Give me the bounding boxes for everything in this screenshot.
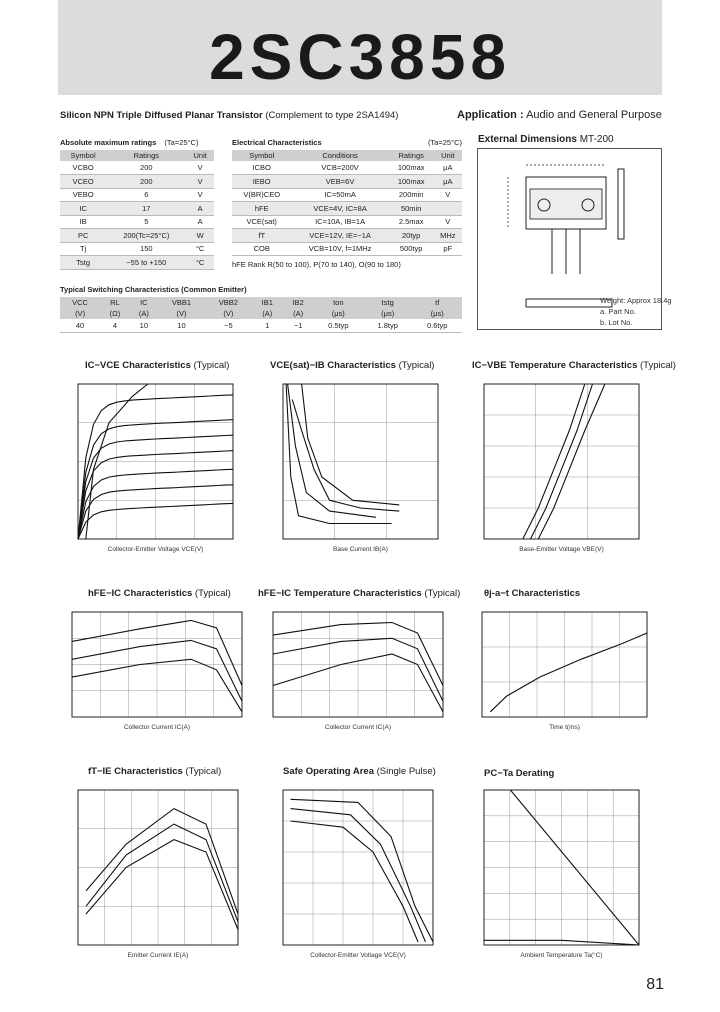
table-cell: (μs) xyxy=(412,308,462,319)
table-row xyxy=(60,161,214,175)
table-cell: (V) xyxy=(205,308,252,319)
table-cell: 20typ xyxy=(389,229,434,243)
graph-vcesat-ib xyxy=(283,384,438,539)
table-cell xyxy=(434,202,462,216)
series-line xyxy=(523,384,585,539)
table-cell: ICBO xyxy=(232,161,291,175)
package-tab xyxy=(530,189,602,219)
abs-max-title-text: Absolute maximum ratings xyxy=(60,138,157,147)
table-cell: (μs) xyxy=(363,308,412,319)
switching-title: Typical Switching Characteristics (Common Emitter) xyxy=(60,285,247,294)
table-cell: 100max xyxy=(389,161,434,175)
table-cell: IC xyxy=(60,202,106,216)
table-cell: (V) xyxy=(60,308,100,319)
table-row xyxy=(60,215,214,229)
graph-title xyxy=(472,360,676,371)
page-number: 81 xyxy=(646,976,664,993)
series-line xyxy=(86,840,238,930)
table-cell: A xyxy=(186,215,214,229)
x-axis-label: Time t(ms) xyxy=(549,724,580,731)
table-cell: 10 xyxy=(130,319,158,333)
application xyxy=(457,109,662,121)
table-row xyxy=(60,308,462,319)
table-cell: IB xyxy=(60,215,106,229)
table-cell: 17 xyxy=(106,202,186,216)
grid xyxy=(484,384,639,539)
table-row xyxy=(60,229,214,243)
graph-title xyxy=(258,588,461,599)
table-cell: hFE xyxy=(232,202,291,216)
graph-title xyxy=(283,766,436,777)
plot-frame xyxy=(283,790,433,945)
graph-title-text: VCE(sat)−IB Characteristics xyxy=(270,360,396,371)
graph-note: (Typical) xyxy=(193,360,230,371)
graph-title xyxy=(88,588,231,599)
graph-title-text: θj-a−t Characteristics xyxy=(484,588,581,599)
table-cell: V xyxy=(186,175,214,189)
table-cell: −1 xyxy=(283,319,314,333)
table-cell: V(BR)CEO xyxy=(232,188,291,202)
table-cell: MHz xyxy=(434,229,462,243)
graph-title-text: IC−VCE Characteristics xyxy=(85,360,191,371)
table-cell: IB1 xyxy=(252,297,283,308)
graph-pc-ta xyxy=(484,790,639,945)
abs-max-table xyxy=(60,150,214,270)
table-cell: (A) xyxy=(130,308,158,319)
elec-cond: (Ta=25°C) xyxy=(427,138,462,147)
series-line xyxy=(291,799,434,942)
col-header: Ratings xyxy=(106,150,186,161)
abs-max-header xyxy=(60,150,214,161)
table-cell: (μs) xyxy=(314,308,363,319)
graph-title-text: Safe Operating Area xyxy=(283,766,374,777)
table-cell: μA xyxy=(434,175,462,189)
table-cell: VCB=10V, f=1MHz xyxy=(291,242,388,256)
table-cell: 4 xyxy=(100,319,130,333)
graph-note: (Typical) xyxy=(185,766,222,777)
table-cell: W xyxy=(186,229,214,243)
col-header: Symbol xyxy=(232,150,291,161)
package-note-b: b. Lot No. xyxy=(600,318,633,327)
table-cell: °C xyxy=(186,242,214,256)
series-line xyxy=(531,384,593,539)
graph-soa xyxy=(283,790,433,945)
col-header: Unit xyxy=(434,150,462,161)
table-cell: tf xyxy=(412,297,462,308)
subtitle xyxy=(60,110,398,121)
series-line xyxy=(86,809,238,914)
table-cell: VBB2 xyxy=(205,297,252,308)
table-cell: 200min xyxy=(389,188,434,202)
x-axis-label: Base Current IB(A) xyxy=(333,546,388,553)
table-cell: °C xyxy=(186,256,214,270)
plot-frame xyxy=(484,384,639,539)
graph-title xyxy=(484,768,554,779)
title-band xyxy=(58,0,662,95)
table-cell: Tj xyxy=(60,242,106,256)
series-line xyxy=(291,809,426,942)
elec-table xyxy=(232,150,462,256)
table-row xyxy=(60,175,214,189)
graph-ft-ie xyxy=(78,790,238,945)
grid xyxy=(78,790,238,945)
table-row xyxy=(232,161,462,175)
table-cell: fT xyxy=(232,229,291,243)
graph-note: (Typical) xyxy=(424,588,461,599)
table-cell: pF xyxy=(434,242,462,256)
x-axis-label: Collector-Emitter Voltage VCE(V) xyxy=(107,546,204,553)
ext-dim-title xyxy=(478,134,614,145)
table-cell: 200(Tc=25°C) xyxy=(106,229,186,243)
table-cell: −5 xyxy=(205,319,252,333)
graph-hfe-ic xyxy=(72,612,242,717)
table-cell: VCEO xyxy=(60,175,106,189)
x-axis-label: Base-Emitter Voltage VBE(V) xyxy=(519,546,604,553)
graph-title-text: hFE−IC Characteristics xyxy=(88,588,193,599)
table-cell: PC xyxy=(60,229,106,243)
graph-title-text: hFE−IC Temperature Characteristics xyxy=(258,588,422,599)
hfe-rank: hFE Rank R(50 to 100), P(70 to 140), O(90 to 180) xyxy=(232,260,401,269)
grid xyxy=(283,790,433,945)
col-header: Ratings xyxy=(389,150,434,161)
table-cell: 6 xyxy=(106,188,186,202)
table-cell: 0.6typ xyxy=(412,319,462,333)
table-cell: V xyxy=(434,188,462,202)
graph-title-text: IC−VBE Temperature Characteristics xyxy=(472,360,638,371)
table-cell: 200 xyxy=(106,161,186,175)
table-cell: μA xyxy=(434,161,462,175)
ext-dim-title-text: External Dimensions xyxy=(478,134,577,145)
x-axis-label: Collector Current IC(A) xyxy=(324,724,392,731)
grid xyxy=(78,384,233,539)
table-cell: tstg xyxy=(363,297,412,308)
graph-note: (Typical) xyxy=(398,360,435,371)
series-line xyxy=(288,384,376,517)
series-line xyxy=(538,384,605,539)
table-cell: ton xyxy=(314,297,363,308)
package-note-a: a. Part No. xyxy=(600,307,636,316)
graph-note: (Typical) xyxy=(640,360,676,371)
col-header: Symbol xyxy=(60,150,106,161)
table-cell: IC=10A, IB=1A xyxy=(291,215,388,229)
table-cell: IEBO xyxy=(232,175,291,189)
graph-title xyxy=(85,360,229,371)
grid xyxy=(484,790,639,945)
part-number: 2SC3858 xyxy=(209,21,511,93)
graph-title-text: fT−IE Characteristics xyxy=(88,766,183,777)
table-row xyxy=(232,229,462,243)
graph-title xyxy=(270,360,434,371)
table-cell: V xyxy=(186,188,214,202)
table-cell: VCC xyxy=(60,297,100,308)
table-cell: 200 xyxy=(106,175,186,189)
table-cell: (A) xyxy=(283,308,314,319)
graph-note: (Single Pulse) xyxy=(376,766,436,777)
table-row xyxy=(232,215,462,229)
table-cell: RL xyxy=(100,297,130,308)
table-cell: 1.8typ xyxy=(363,319,412,333)
package-weight: Weight: Approx 18.4g xyxy=(600,296,672,305)
elec-header xyxy=(232,150,462,161)
x-axis-label: Collector-Emitter Voltage VCE(V) xyxy=(310,952,406,959)
grid xyxy=(482,612,647,717)
table-row xyxy=(60,319,462,333)
graph-title-text: PC−Ta Derating xyxy=(484,768,555,779)
table-cell: 10 xyxy=(158,319,205,333)
table-cell: VBB1 xyxy=(158,297,205,308)
table-cell: VCE(sat) xyxy=(232,215,291,229)
table-cell: IC=50mA xyxy=(291,188,388,202)
x-axis-label: Ambient Temperature Ta(°C) xyxy=(520,952,603,959)
table-row xyxy=(60,242,214,256)
application-label: Application : xyxy=(457,109,524,121)
table-row xyxy=(232,242,462,256)
series-line xyxy=(302,384,400,505)
graph-theta-t xyxy=(482,612,647,717)
table-cell: 0.5typ xyxy=(314,319,363,333)
table-cell: VEB=6V xyxy=(291,175,388,189)
table-cell: (V) xyxy=(158,308,205,319)
table-cell: IC xyxy=(130,297,158,308)
series-line xyxy=(490,633,647,712)
package-side-view xyxy=(618,169,624,239)
graph-ic-vce xyxy=(78,384,233,539)
table-cell: 40 xyxy=(60,319,100,333)
subtitle-complement: (Complement to type 2SA1494) xyxy=(265,110,399,121)
graph-title xyxy=(88,766,221,777)
elec-title xyxy=(232,138,462,147)
table-cell: 1 xyxy=(252,319,283,333)
table-row xyxy=(232,175,462,189)
table-cell: VCE=12V, IE=−1A xyxy=(291,229,388,243)
table-cell: 500typ xyxy=(389,242,434,256)
table-cell: 5 xyxy=(106,215,186,229)
elec-title-text: Electrical Characteristics xyxy=(232,138,322,147)
graph-title xyxy=(484,588,580,599)
application-value: Audio and General Purpose xyxy=(526,109,662,121)
table-cell: 2.5max xyxy=(389,215,434,229)
table-row xyxy=(232,202,462,216)
table-cell: VEBO xyxy=(60,188,106,202)
switching-table xyxy=(60,297,462,333)
table-cell: (A) xyxy=(252,308,283,319)
abs-max-cond: (Ta=25°C) xyxy=(164,138,199,147)
table-cell: V xyxy=(434,215,462,229)
table-row xyxy=(60,297,462,308)
table-cell: COB xyxy=(232,242,291,256)
graph-hfe-ic-temp xyxy=(273,612,443,717)
table-cell: 150 xyxy=(106,242,186,256)
ext-dim-package: MT-200 xyxy=(579,134,614,145)
table-row xyxy=(232,188,462,202)
table-cell: VCBO xyxy=(60,161,106,175)
table-cell: 100max xyxy=(389,175,434,189)
table-cell: −55 to +150 xyxy=(106,256,186,270)
table-cell: VCE=4V, IC=8A xyxy=(291,202,388,216)
table-cell: Tstg xyxy=(60,256,106,270)
table-cell: 50min xyxy=(389,202,434,216)
table-row xyxy=(60,202,214,216)
col-header: Unit xyxy=(186,150,214,161)
col-header: Conditions xyxy=(291,150,388,161)
x-axis-label: Collector Current IC(A) xyxy=(123,724,191,731)
table-cell: VCB=200V xyxy=(291,161,388,175)
table-cell: IB2 xyxy=(283,297,314,308)
subtitle-main: Silicon NPN Triple Diffused Planar Transistor xyxy=(60,110,263,121)
table-cell: V xyxy=(186,161,214,175)
graph-ic-vbe-temp xyxy=(484,384,639,539)
x-axis-label: Emitter Current IE(A) xyxy=(127,952,189,959)
table-row xyxy=(60,256,214,270)
table-cell: A xyxy=(186,202,214,216)
graph-note: (Typical) xyxy=(194,588,231,599)
table-row xyxy=(60,188,214,202)
abs-max-title xyxy=(60,138,198,147)
table-cell: (Ω) xyxy=(100,308,130,319)
